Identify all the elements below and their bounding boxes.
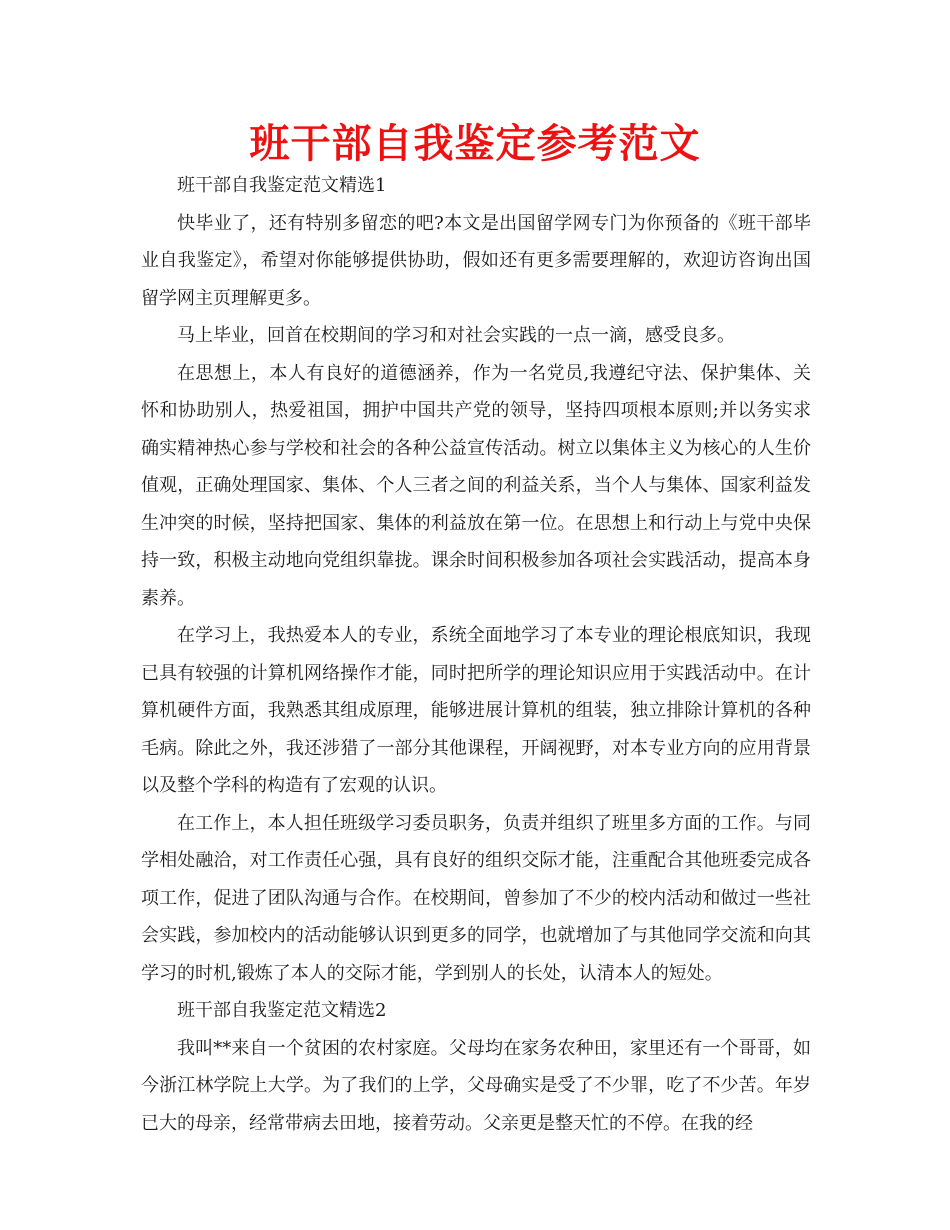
section-heading-1: 班干部自我鉴定范文精选1 <box>177 175 387 196</box>
paragraph-study: 在学习上，我热爱本人的专业，系统全面地学习了本专业的理论根底知识，我现已具有较强的计算机网络操作才能，同时把所学的理论知识应用于实践活动中。在计算机硬件方面，我熟悉其组成原理，能够进展计算机的组装，独立排除计算机的各种毛病。除此之外，我还涉猎了一部分其他课程，开阔视野，对本专业方向的应用背景以及整个学科的构造有了宏观的认识。 <box>141 625 811 796</box>
paragraph-thought: 在思想上，本人有良好的道德涵养，作为一名党员,我遵纪守法、保护集体、关怀和协助别人，热爱祖国，拥护中国共产党的领导，坚持四项根本原则;并以务实求确实精神热心参与学校和社会的各种公益宣传活动。树立以集体主义为核心的人生价值观，正确处理国家、集体、个人三者之间的利益关系，当个人与集体、国家利益发生冲突的时候，坚持把国家、集体的利益放在第一位。在思想上和行动上与党中央保持一致，积极主动地向党组织靠拢。课余时间积极参加各项社会实践活动，提高本身素养。 <box>141 362 811 609</box>
paragraph-family: 我叫**来自一个贫困的农村家庭。父母均在家务农种田，家里还有一个哥哥，如今浙江林学院上大学。为了我们的上学，父母确实是受了不少罪，吃了不少苦。年岁已大的母亲，经常带病去田地，接着劳动。父亲更是整天忙的不停。在我的经 <box>141 1037 811 1134</box>
paragraph-graduation: 马上毕业，回首在校期间的学习和对社会实践的一点一滴，感受良多。 <box>177 325 735 346</box>
section-heading-2: 班干部自我鉴定范文精选2 <box>177 1000 387 1021</box>
paragraph-intro: 快毕业了，还有特别多留恋的吧?本文是出国留学网专门为你预备的《班干部毕业自我鉴定》，希望对你能够提供协助，假如还有更多需要理解的，欢迎访咨询出国留学网主页理解更多。 <box>141 212 811 309</box>
document-body <box>141 167 811 1142</box>
document-title: 班干部自我鉴定参考范文 <box>249 121 701 167</box>
paragraph-work: 在工作上，本人担任班级学习委员职务，负责并组织了班里多方面的工作。与同学相处融洽，对工作责任心强，具有良好的组织交际才能，注重配合其他班委完成各项工作，促进了团队沟通与合作。在校期间，曾参加了不少的校内活动和做过一些社会实践，参加校内的活动能够认识到更多的同学，也就增加了与其他同学交流和向其学习的时机,锻炼了本人的交际才能，学到别人的长处，认清本人的短处。 <box>141 812 811 984</box>
